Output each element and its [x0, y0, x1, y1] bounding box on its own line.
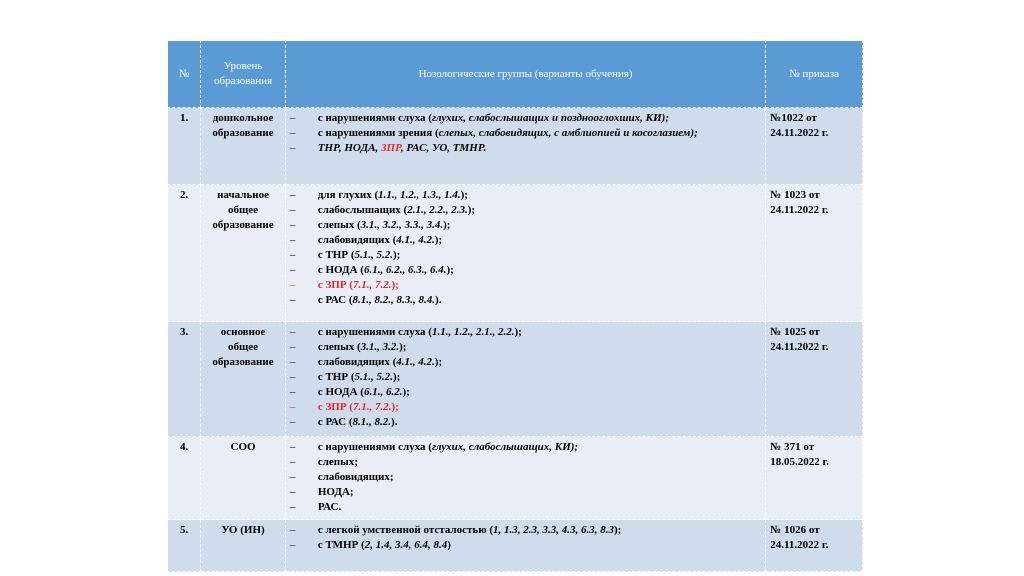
- item-italic: глухих, слабослышащих, КИ);: [431, 441, 579, 453]
- header-level: Уровень образования: [201, 41, 286, 108]
- list-item: [290, 455, 761, 470]
- item-text: с НОДА (: [317, 264, 364, 276]
- item-text: );: [402, 386, 410, 398]
- dash-bullet: –: [289, 356, 296, 368]
- list-item: [290, 233, 761, 248]
- item-text: ): [447, 539, 451, 551]
- list-item: [290, 400, 761, 415]
- item-text: слабовидящих;: [317, 471, 394, 483]
- item-text: слепых (: [317, 341, 361, 353]
- dash-bullet: –: [289, 189, 296, 201]
- dash-bullet: –: [289, 341, 296, 353]
- list-item: [290, 340, 761, 355]
- list-item: [290, 370, 761, 385]
- item-text: с ЗПР (: [317, 279, 353, 291]
- education-level: УО (ИН): [201, 520, 286, 572]
- nosology-groups: [285, 520, 765, 572]
- item-text: с нарушениями слуха (: [317, 441, 432, 453]
- item-text: );: [434, 356, 443, 368]
- item-text: );: [446, 264, 454, 276]
- table-row: [168, 185, 863, 322]
- list-item: [290, 415, 761, 430]
- dash-bullet: –: [289, 279, 296, 291]
- list-item: [290, 248, 761, 263]
- item-text: ).: [391, 416, 398, 428]
- groups-list: [290, 188, 761, 308]
- item-italic: 8.1., 8.2., 8.3., 8.4.: [352, 294, 436, 306]
- dash-bullet: –: [289, 249, 296, 261]
- nosology-groups: [285, 437, 765, 520]
- item-text: );: [434, 234, 443, 246]
- item-italic: 6.1., 6.2., 6.3., 6.4.: [363, 264, 447, 276]
- item-text: слепых (: [317, 219, 361, 231]
- groups-list: [290, 325, 761, 430]
- dash-bullet: –: [289, 204, 296, 216]
- list-item: [290, 203, 761, 218]
- dash-bullet: –: [289, 112, 296, 124]
- list-item: [290, 218, 761, 233]
- item-italic: 1, 1.3, 2.3, 3.3, 4.3, 6.3, 8.3: [493, 524, 615, 536]
- header-num: №: [168, 41, 201, 108]
- list-item: [290, 500, 761, 515]
- nosology-groups: [285, 322, 765, 437]
- order-number: № 1025 от 24.11.2022 г.: [766, 322, 863, 437]
- item-italic: 3.1., 3.2., 3.3., 3.4.: [360, 219, 444, 231]
- item-text: с легкой умственной отсталостью (: [317, 524, 494, 536]
- table-header-row: [168, 41, 863, 108]
- education-level: дошкольное образование: [201, 108, 286, 185]
- item-italic: 2.1., 2.2., 2.3.: [407, 204, 468, 216]
- order-number: № 1026 от 24.11.2022 г.: [766, 520, 863, 572]
- item-text: с нарушениями слуха (: [317, 326, 432, 338]
- nosology-groups: [285, 185, 765, 322]
- groups-list: [290, 111, 761, 156]
- list-item: [290, 470, 761, 485]
- dash-bullet: –: [289, 326, 296, 338]
- item-italic: 5.1., 5.2.: [354, 371, 393, 383]
- table-row: [168, 108, 863, 185]
- item-text: );: [393, 371, 401, 383]
- nosology-groups: [285, 108, 765, 185]
- list-item: [290, 538, 761, 553]
- dash-bullet: –: [289, 416, 296, 428]
- item-italic: 5.1., 5.2.: [354, 249, 393, 261]
- table-row: [168, 437, 863, 520]
- item-text: );: [393, 249, 401, 261]
- item-italic: ТНР, НОДА,: [317, 142, 381, 154]
- item-text: слепых;: [317, 456, 358, 468]
- item-italic: глухих, слабослышащих и позднооглохших, КИ);: [431, 112, 669, 124]
- list-item: [290, 263, 761, 278]
- item-italic: 2, 1.4, 3.4, 6.4, 8.4: [364, 539, 448, 551]
- item-text: для глухих (: [317, 189, 379, 201]
- list-item: [290, 325, 761, 340]
- item-text: с ТНР (: [317, 249, 355, 261]
- dash-bullet: –: [289, 371, 296, 383]
- list-item: [290, 188, 761, 203]
- header-order: № приказа: [766, 41, 863, 108]
- item-text: слабовидящих (: [317, 356, 397, 368]
- item-text: ).: [435, 294, 442, 306]
- dash-bullet: –: [289, 486, 296, 498]
- dash-bullet: –: [289, 264, 296, 276]
- header-groups: Нозологические группы (варианты обучения): [285, 41, 765, 108]
- list-item: [290, 111, 761, 126]
- row-number: 4.: [168, 437, 201, 520]
- dash-bullet: –: [289, 142, 296, 154]
- education-level: СОО: [201, 437, 286, 520]
- item-text: );: [460, 189, 468, 201]
- item-italic: 4.1., 4.2.: [396, 356, 435, 368]
- item-italic: 7.1., 7.2.: [352, 279, 392, 291]
- list-item: [290, 141, 761, 156]
- item-italic: , РАС, УО, ТМНР.: [400, 142, 487, 154]
- item-italic: 3.1., 3.2.: [360, 341, 400, 353]
- dash-bullet: –: [289, 234, 296, 246]
- item-text: с ТНР (: [317, 371, 355, 383]
- item-text: );: [614, 524, 622, 536]
- dash-bullet: –: [289, 219, 296, 231]
- item-text: слабовидящих (: [317, 234, 397, 246]
- row-number: 2.: [168, 185, 201, 322]
- dash-bullet: –: [289, 539, 296, 551]
- item-text: РАС.: [317, 501, 342, 513]
- item-text: );: [467, 204, 476, 216]
- row-number: 1.: [168, 108, 201, 185]
- item-italic: слепых, слабовидящих, с амблиопией и косоглазием);: [438, 127, 698, 139]
- item-text: слабослышащих (: [317, 204, 408, 216]
- dash-bullet: –: [289, 294, 296, 306]
- table-row: [168, 322, 863, 437]
- dash-bullet: –: [289, 524, 296, 536]
- item-text: НОДА;: [317, 486, 354, 498]
- list-item: [290, 355, 761, 370]
- item-text: с ТМНР (: [317, 539, 365, 551]
- dash-bullet: –: [289, 441, 296, 453]
- list-item: [290, 293, 761, 308]
- groups-list: [290, 523, 761, 553]
- item-text: с нарушениями зрения (: [317, 127, 439, 139]
- table-row: [168, 520, 863, 572]
- item-italic: 1.1., 1.2., 2.1., 2.2.: [431, 326, 515, 338]
- list-item: [290, 278, 761, 293]
- item-text: с РАС (: [317, 416, 353, 428]
- row-number: 3.: [168, 322, 201, 437]
- item-text: );: [399, 341, 407, 353]
- item-italic: 1.1., 1.2., 1.3., 1.4.: [378, 189, 461, 201]
- row-number: 5.: [168, 520, 201, 572]
- dash-bullet: –: [289, 456, 296, 468]
- list-item: [290, 523, 761, 538]
- item-italic: 7.1., 7.2.: [352, 401, 392, 413]
- item-text: с НОДА (: [317, 386, 364, 398]
- dash-bullet: –: [289, 401, 296, 413]
- list-item: [290, 440, 761, 455]
- dash-bullet: –: [289, 386, 296, 398]
- item-text: );: [391, 279, 399, 291]
- list-item: [290, 126, 761, 141]
- item-text: с ЗПР (: [317, 401, 353, 413]
- item-text: с РАС (: [317, 294, 353, 306]
- education-table: [167, 40, 863, 572]
- order-number: № 371 от 18.05.2022 г.: [766, 437, 863, 520]
- item-text: );: [514, 326, 522, 338]
- dash-bullet: –: [289, 127, 296, 139]
- item-italic: 4.1., 4.2.: [396, 234, 435, 246]
- item-text: );: [443, 219, 451, 231]
- dash-bullet: –: [289, 501, 296, 513]
- education-level: основное общее образование: [201, 322, 286, 437]
- education-level: начальное общее образование: [201, 185, 286, 322]
- item-italic: 6.1., 6.2.: [363, 386, 403, 398]
- list-item: [290, 485, 761, 500]
- list-item: [290, 385, 761, 400]
- order-number: №1022 от 24.11.2022 г.: [766, 108, 863, 185]
- item-italic: 8.1., 8.2.: [352, 416, 392, 428]
- item-red: ЗПР: [380, 142, 401, 154]
- groups-list: [290, 440, 761, 515]
- item-text: );: [391, 401, 399, 413]
- item-text: с нарушениями слуха (: [317, 112, 432, 124]
- order-number: № 1023 от 24.11.2022 г.: [766, 185, 863, 322]
- dash-bullet: –: [289, 471, 296, 483]
